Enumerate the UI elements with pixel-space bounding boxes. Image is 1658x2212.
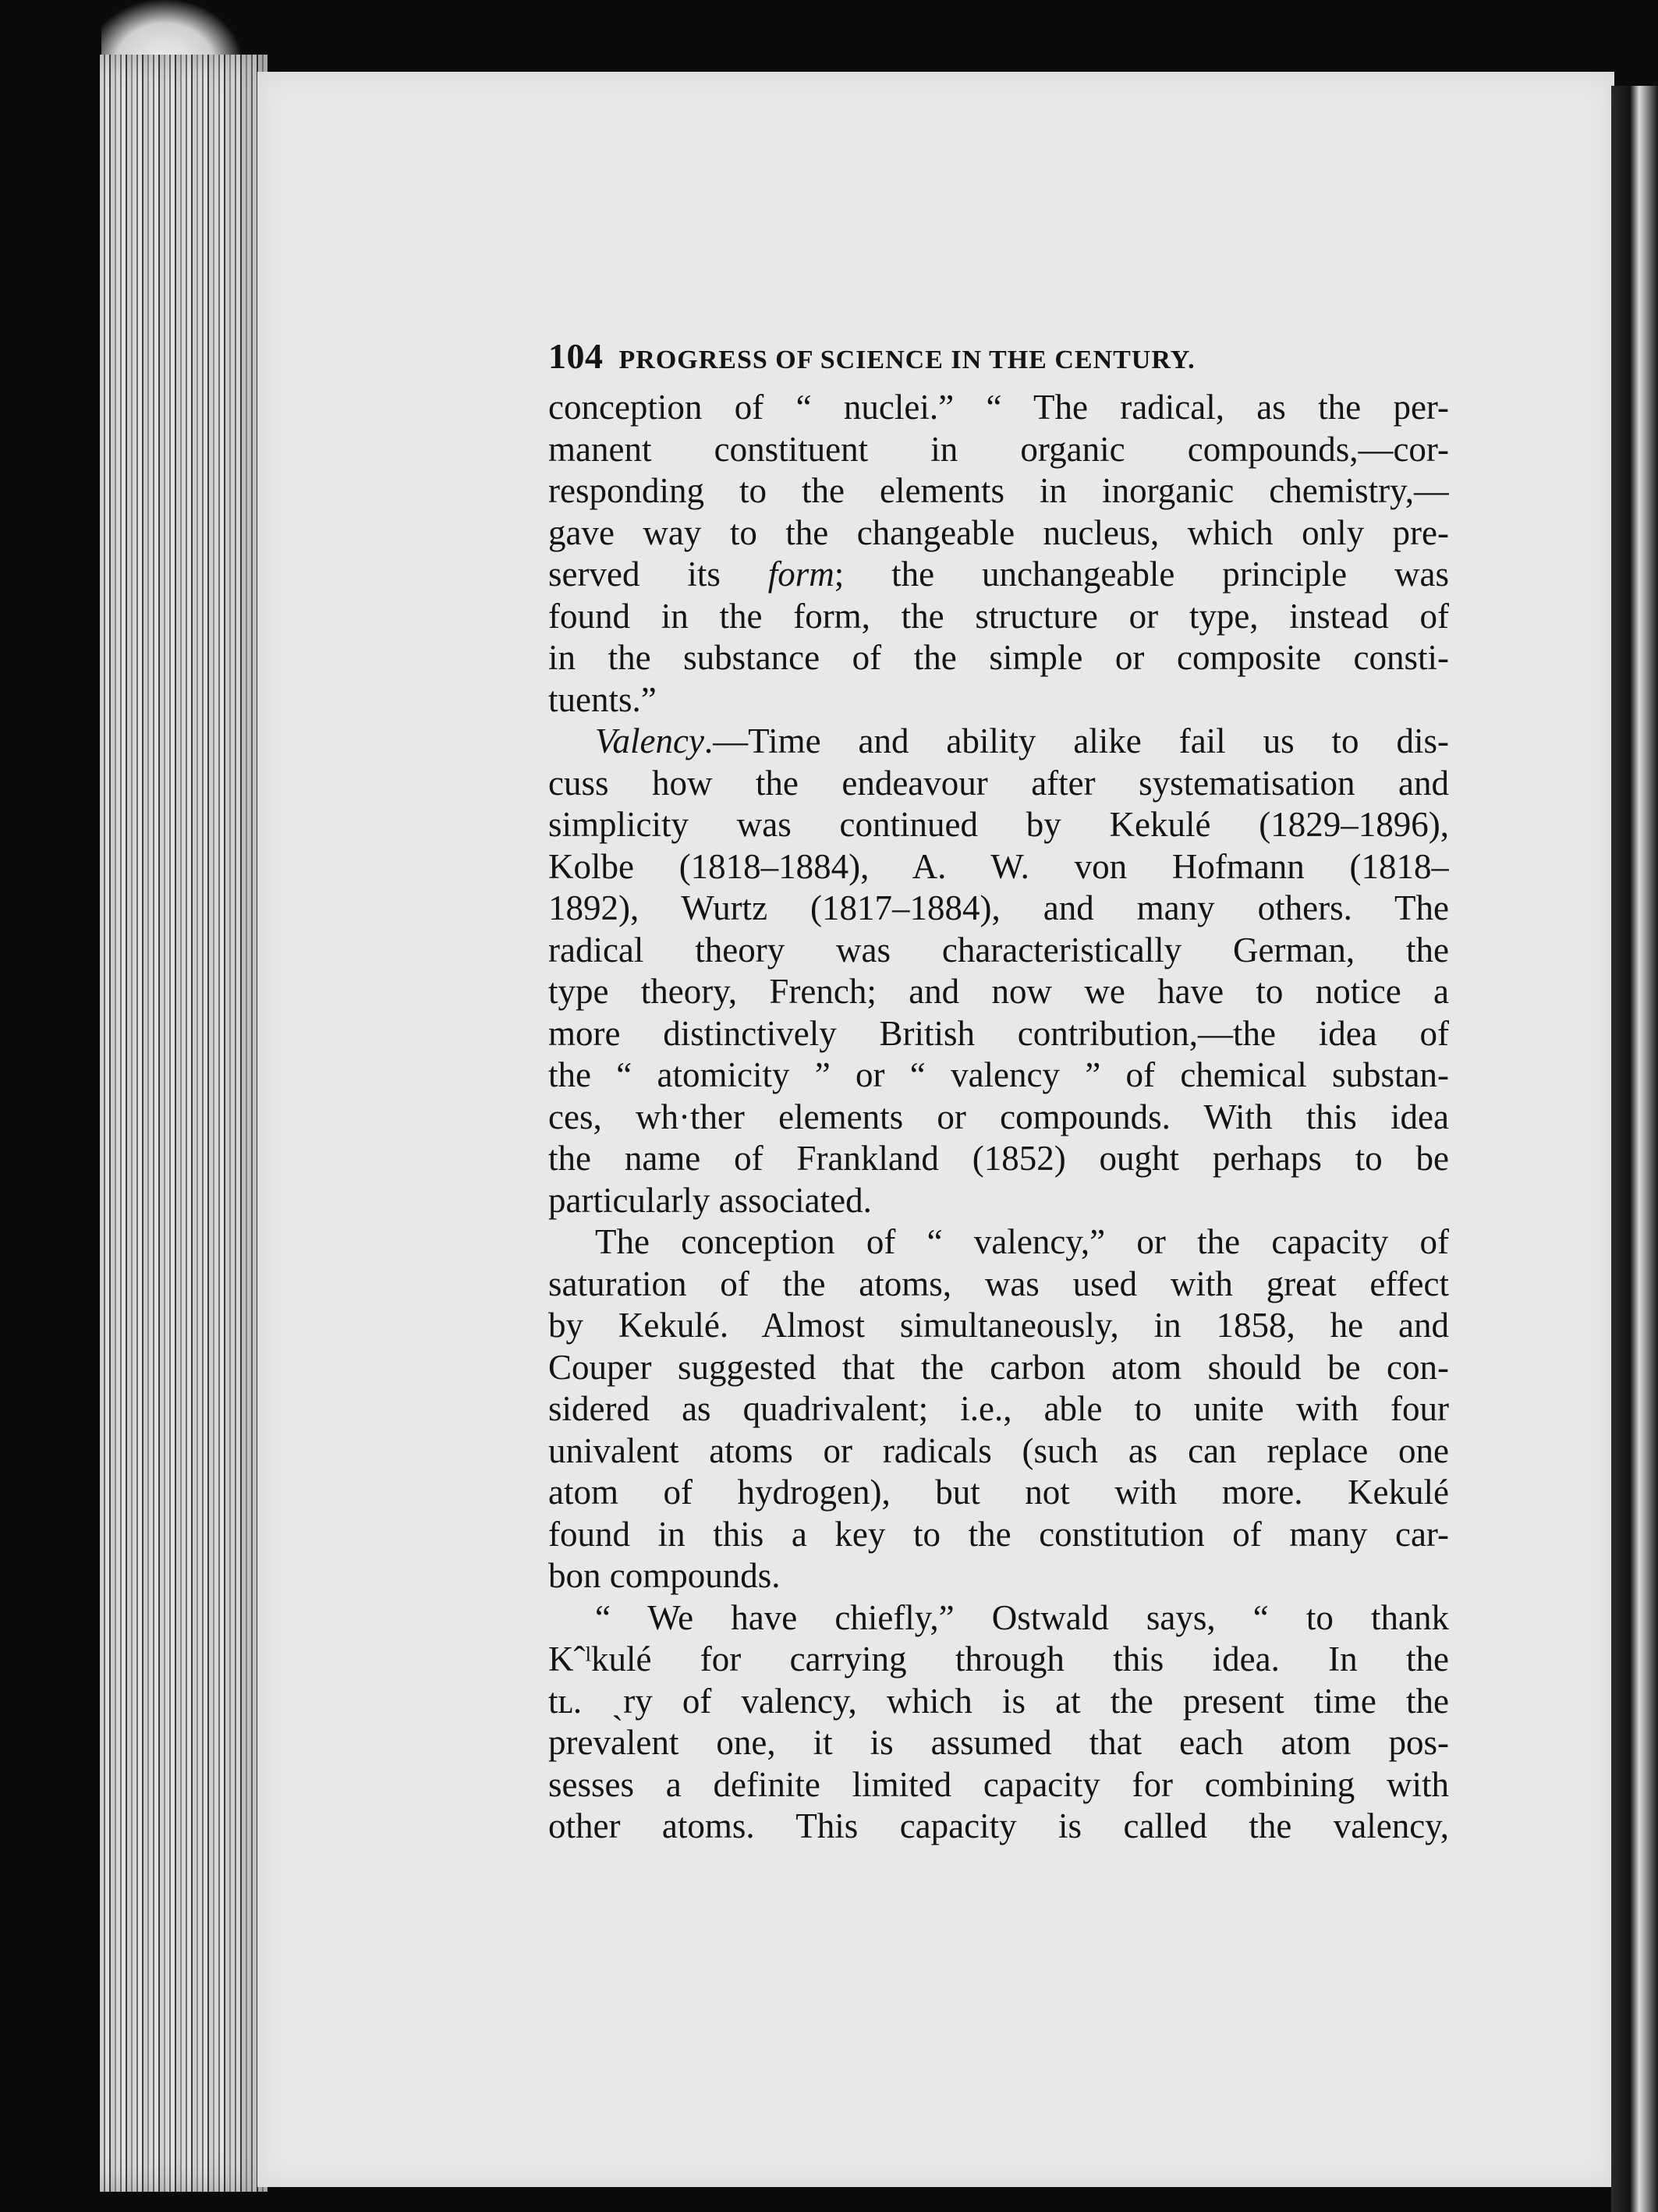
text-line: found in the form, the structure or type, instead of — [548, 596, 1449, 636]
section-heading-valency: Valency — [595, 721, 704, 760]
text-line: atom of hydrogen), but not with more. Kekulé — [548, 1473, 1449, 1512]
text-fragment: served its — [548, 555, 721, 594]
text-line: gave way to the changeable nucleus, which only pre- — [548, 512, 1449, 552]
text-line: conception of “ nuclei.” “ The radical, as the per- — [548, 388, 1449, 427]
text-line: bon compounds. — [548, 1556, 781, 1595]
text-line: in the substance of the simple or composite consti- — [548, 638, 1449, 677]
body-text — [548, 387, 1449, 1848]
text-line: cuss how the endeavour after systematisation and — [548, 763, 1449, 803]
text-line: more distinctively British contribution,—the idea of — [548, 1013, 1449, 1053]
page-number: 104 — [548, 336, 604, 376]
text-line: the name of Frankland (1852) ought perhaps to be — [548, 1139, 1449, 1178]
text-line: type theory, French; and now we have to notice a — [548, 972, 1449, 1011]
paragraph-heading-line — [548, 721, 1449, 763]
text-line: Couper suggested that the carbon atom should be con- — [548, 1347, 1449, 1387]
text-line: the “ atomicity ” or “ valency ” of chemical substan- — [548, 1055, 1449, 1094]
text-line: simplicity was continued by Kekulé (1829–1896), — [548, 805, 1449, 844]
text-line: radical theory was characteristically German, the — [548, 930, 1449, 970]
text-line: particularly associated. — [548, 1180, 872, 1220]
text-line: manent constituent in organic compounds,—cor- — [548, 429, 1449, 469]
text-line: Kˆˡkulé for carrying through this idea. In the — [548, 1640, 1449, 1678]
running-title: PROGRESS OF SCIENCE IN THE CENTURY. — [618, 346, 1196, 374]
text-line: found in this a key to the constitution of many car- — [548, 1514, 1449, 1554]
text-line: The conception of “ valency,” or the capacity of — [595, 1222, 1449, 1261]
text-fragment: .—Time and ability alike fail us to dis- — [703, 721, 1449, 760]
page-text-block — [548, 335, 1449, 1848]
text-line: responding to the elements in inorganic chemistry,— — [548, 471, 1449, 510]
text-line: tuents.” — [548, 679, 657, 719]
text-line: univalent atoms or radicals (such as can replace one — [548, 1430, 1449, 1470]
text-line: tʟ. ˏry of valency, which is at the present time the — [548, 1681, 1449, 1721]
text-line: sesses a definite limited capacity for combining with — [548, 1764, 1449, 1804]
text-line — [548, 554, 1449, 596]
text-line: by Kekulé. Almost simultaneously, in 1858, he and — [548, 1306, 1449, 1345]
text-line: “ We have chiefly,” Ostwald says, “ to thank — [595, 1597, 1449, 1637]
page-edges-stack — [100, 55, 267, 2192]
right-page-edge — [1611, 86, 1658, 2212]
text-line: ces, wh·ther elements or compounds. With this idea — [548, 1097, 1449, 1136]
text-line: prevalent one, it is assumed that each atom pos- — [548, 1723, 1449, 1762]
text-fragment: ; the unchangeable principle was — [834, 555, 1449, 594]
running-head — [548, 335, 1449, 379]
text-line: other atoms. This capacity is called the valency, — [548, 1806, 1449, 1845]
text-line: Kolbe (1818–1884), A. W. von Hofmann (1818– — [548, 846, 1449, 886]
text-line: saturation of the atoms, was used with great effect — [548, 1264, 1449, 1303]
text-line: 1892), Wurtz (1817–1884), and many others. The — [548, 888, 1449, 927]
text-line: sidered as quadrivalent; i.e., able to unite with four — [548, 1389, 1449, 1428]
italic-word: form — [767, 555, 834, 594]
